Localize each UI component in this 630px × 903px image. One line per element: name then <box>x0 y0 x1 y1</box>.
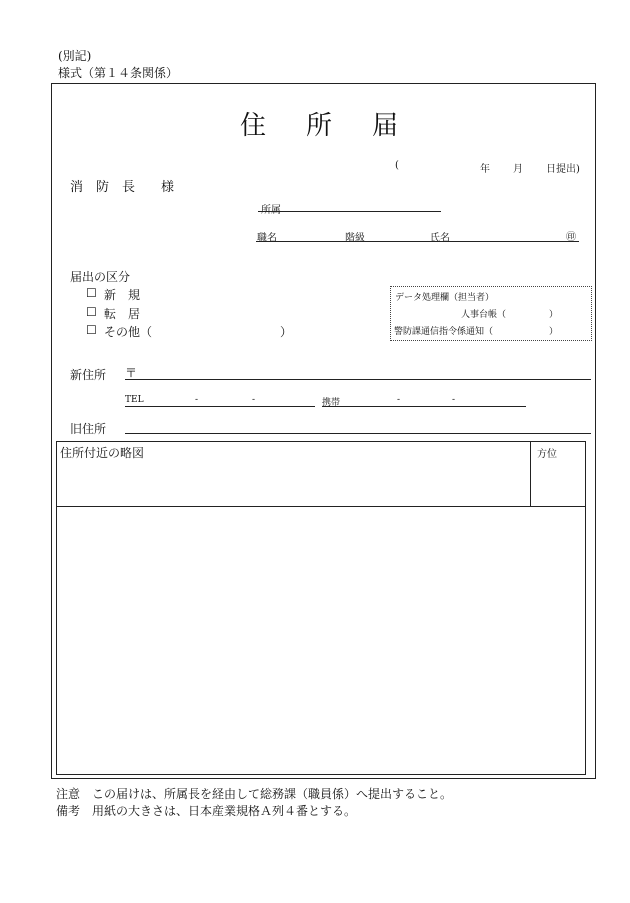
tel-dash-2: - <box>252 395 256 405</box>
dispatch-notice-label: 警防課通信指令係通知（ <box>394 327 494 337</box>
new-address-label: 新住所 <box>70 368 107 382</box>
name-label: 氏名 <box>430 233 450 244</box>
category-heading: 届出の区分 <box>70 270 131 284</box>
affiliation-label: 所属 <box>261 205 281 216</box>
addressee: 消 防 長 様 <box>70 180 175 195</box>
mobile-label: 携帯 <box>322 398 341 408</box>
affiliation-field[interactable] <box>258 211 441 212</box>
map-area-divider <box>57 506 585 507</box>
dispatch-notice-close: ） <box>549 327 559 337</box>
seal-mark: ㊞ <box>566 232 576 243</box>
rank-label: 階級 <box>345 233 365 244</box>
checkbox-move[interactable] <box>86 305 97 319</box>
postal-mark: 〒 <box>125 366 138 380</box>
tel-field[interactable] <box>125 406 315 407</box>
checkbox-new[interactable] <box>86 286 97 300</box>
old-address-field[interactable] <box>125 433 591 434</box>
direction-divider <box>530 442 531 506</box>
checkbox-move-box[interactable]: ☐ <box>86 305 97 319</box>
mobile-field[interactable] <box>322 406 526 407</box>
checkbox-other-box[interactable]: ☐ <box>86 323 97 337</box>
form-reference: 様式（第１４条関係） <box>58 66 179 80</box>
mobile-dash-2: - <box>452 395 456 405</box>
checkbox-new-box[interactable]: ☐ <box>86 286 97 300</box>
map-label: 住所付近の略図 <box>60 446 145 460</box>
date-day-submit-label: 日提出) <box>546 164 580 175</box>
option-other-close: ） <box>280 325 293 339</box>
remark-text: 備考 用紙の大きさは、日本産業規格Ａ列４番とする。 <box>56 804 357 818</box>
tel-label: TEL <box>125 395 144 405</box>
option-new-label: 新 規 <box>104 288 141 302</box>
map-box[interactable] <box>56 441 586 775</box>
page-title: 住所届 <box>240 111 439 141</box>
date-month-label: 月 <box>513 164 523 175</box>
new-address-field[interactable] <box>125 379 591 380</box>
date-year-label: 年 <box>480 164 490 175</box>
old-address-label: 旧住所 <box>70 422 107 436</box>
date-open-paren: ( <box>395 160 399 171</box>
data-processing-title: データ処理欄（担当者） <box>395 293 495 303</box>
applicant-field-line[interactable] <box>256 241 579 242</box>
note-text: 注意 この届けは、所属長を経由して総務課（職員係）へ提出すること。 <box>56 787 453 801</box>
tel-dash-1: - <box>195 395 199 405</box>
personnel-ledger-label: 人事台帳（ <box>461 310 507 320</box>
option-move-label: 転 居 <box>104 307 141 321</box>
option-other-label: その他（ <box>104 325 153 339</box>
direction-label: 方位 <box>537 449 557 460</box>
job-title-label: 職名 <box>257 233 277 244</box>
annex-label: (別記) <box>58 49 92 63</box>
checkbox-other[interactable] <box>86 323 97 337</box>
mobile-dash-1: - <box>397 395 401 405</box>
data-processing-box <box>390 286 592 341</box>
personnel-ledger-close: ） <box>549 310 559 320</box>
